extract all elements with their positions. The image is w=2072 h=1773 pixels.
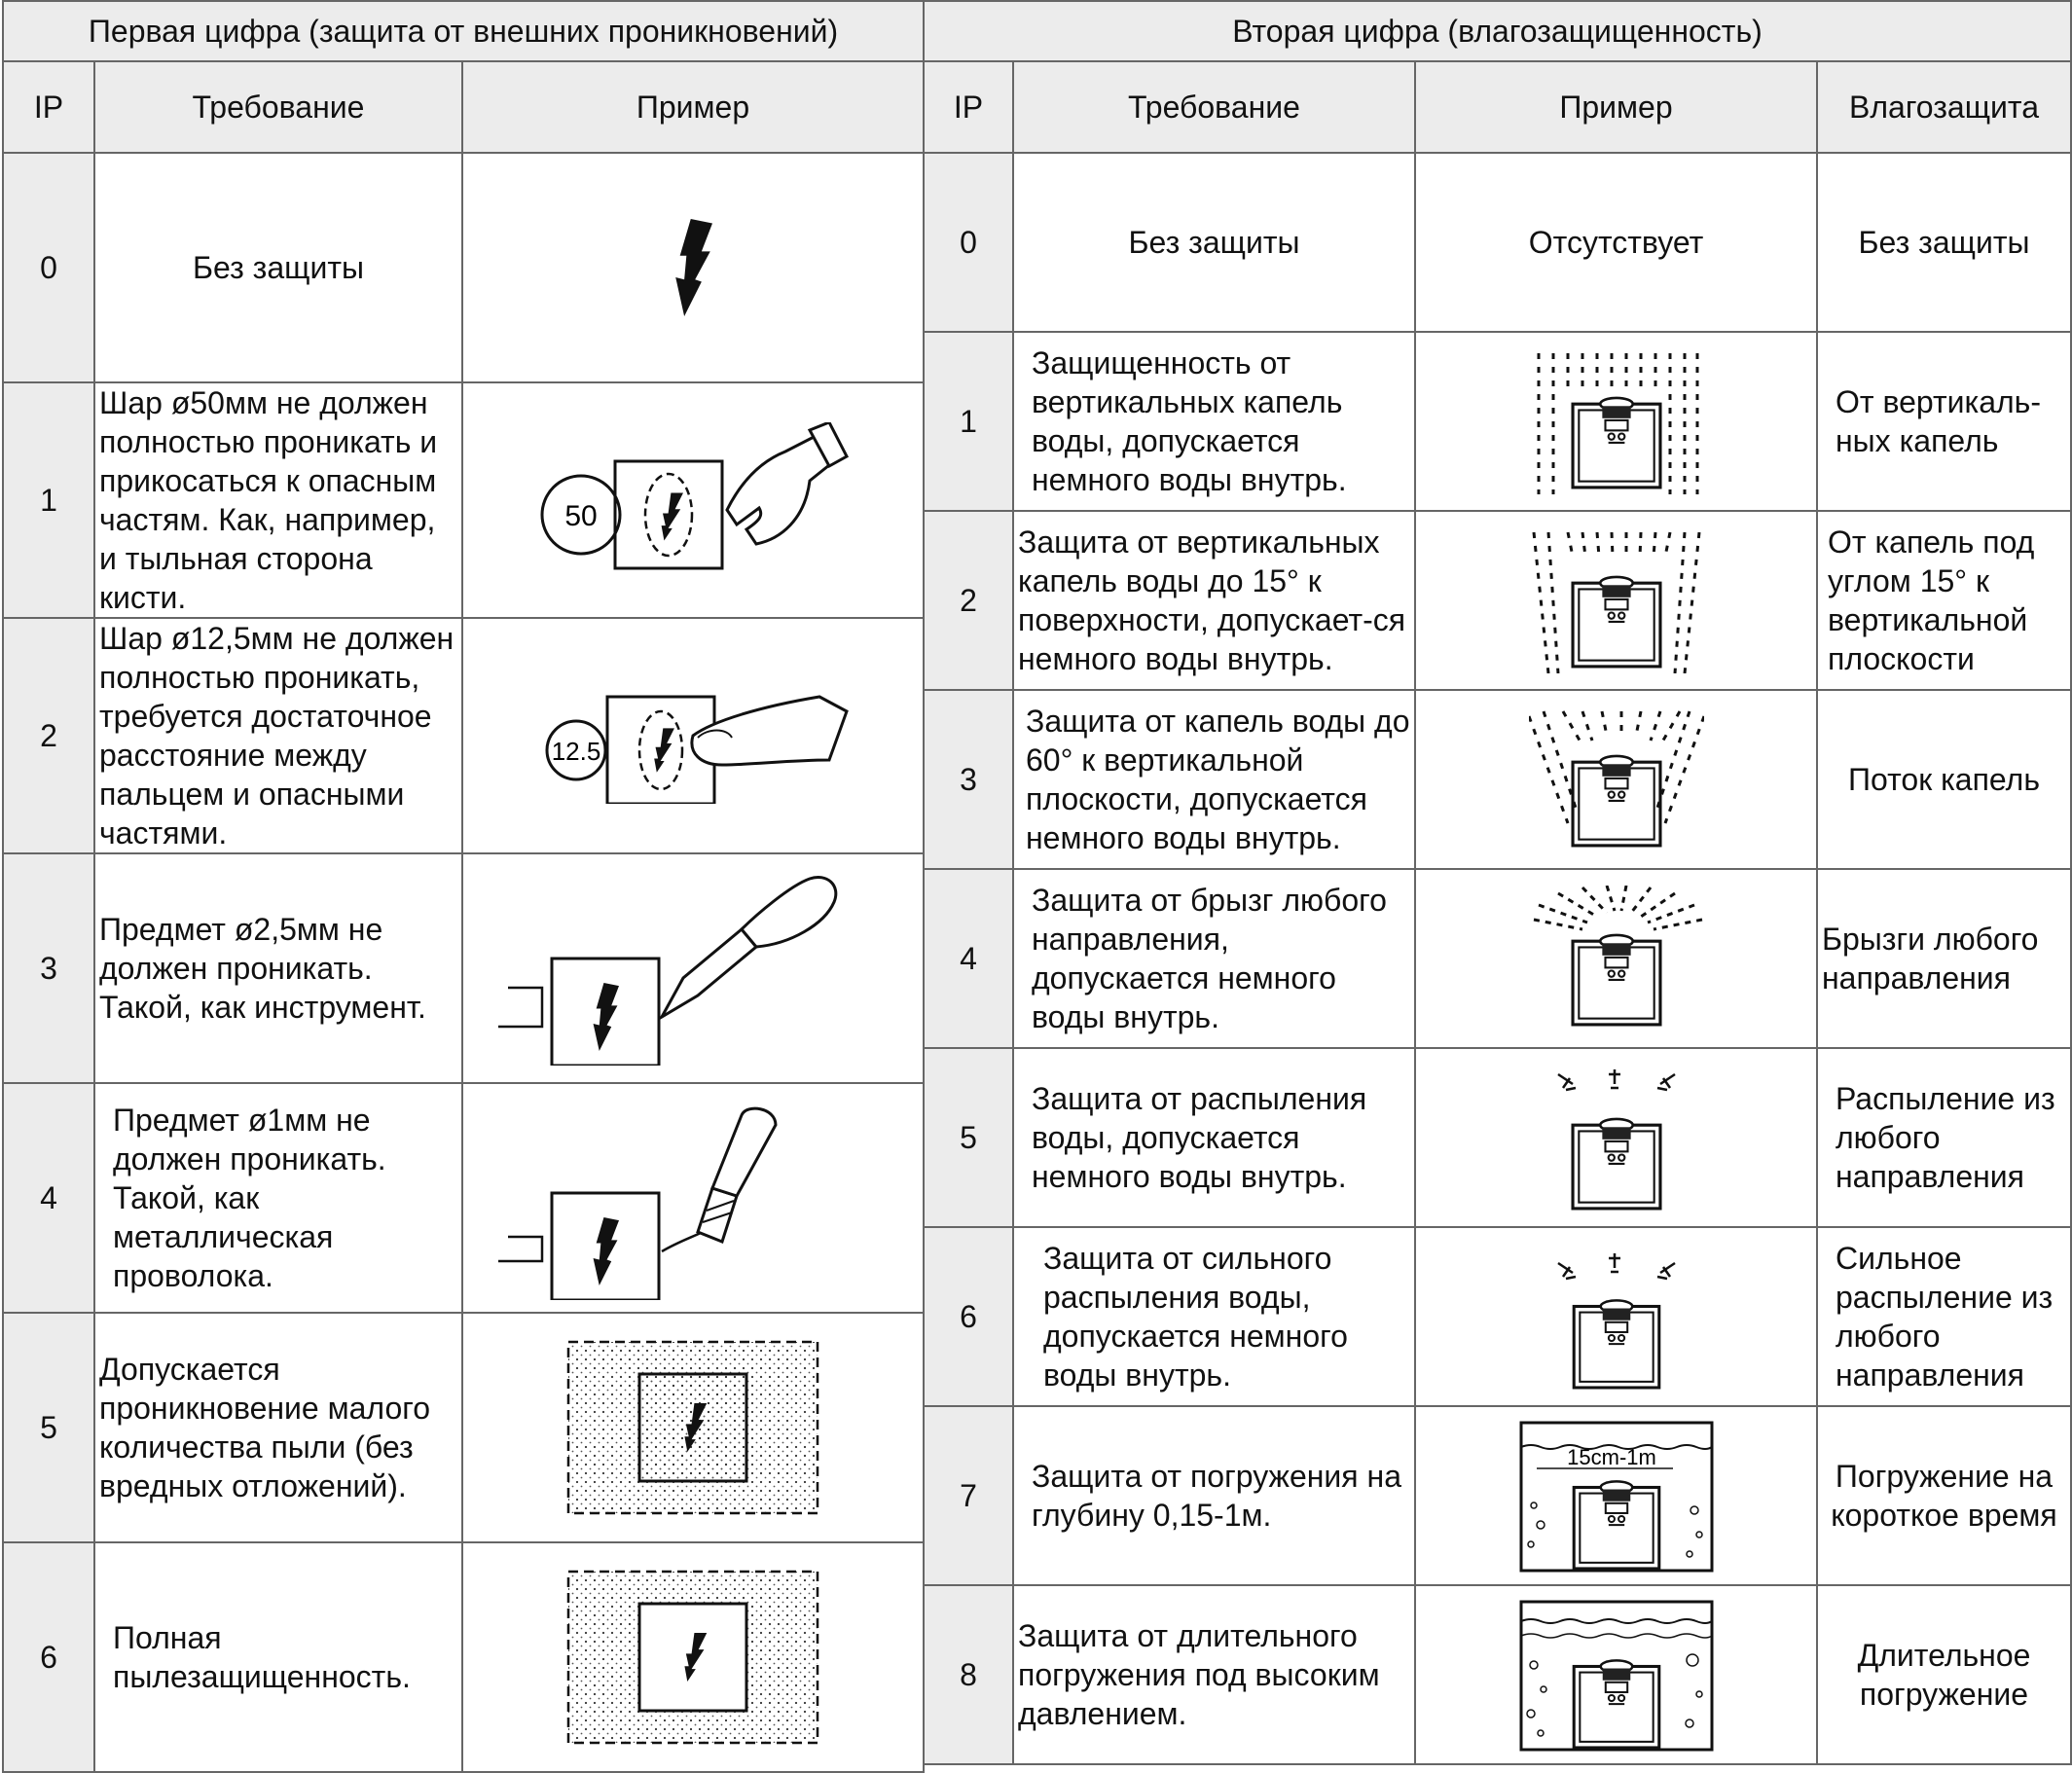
protection-text: Поток капель	[1817, 690, 2071, 869]
drops-15-icon	[1415, 511, 1817, 690]
ip-code: 0	[3, 153, 94, 382]
table-row	[3, 618, 924, 853]
vertical-drops-icon	[1415, 332, 1817, 511]
header-example: Пример	[462, 61, 924, 153]
requirement-text: Полная пылезащищенность.	[94, 1542, 462, 1772]
header-requirement: Требование	[1013, 61, 1415, 153]
ip-code: 1	[3, 382, 94, 618]
ip-code: 3	[924, 690, 1013, 869]
protection-text: Погружение на короткое время	[1817, 1406, 2071, 1585]
requirement-text: Защита от брызг любого направления, допускается немного воды внутрь.	[1013, 869, 1415, 1048]
requirement-text: Шар ø50мм не должен полностью проникать и прикосаться к опасным частям. Как, например, и тыльная сторона кисти.	[94, 382, 462, 618]
dust-full-icon	[462, 1542, 924, 1772]
table-row	[3, 1083, 924, 1313]
second-digit-table	[923, 0, 2072, 1765]
requirement-text: Шар ø12,5мм не должен полностью проникать, требуется достаточное расстояние между пальцем и опасными частями.	[94, 618, 462, 853]
jets-icon	[1415, 1048, 1817, 1227]
drops-60-icon	[1415, 690, 1817, 869]
table-row	[3, 153, 924, 382]
example-text: Отсутствует	[1415, 153, 1817, 332]
header-example: Пример	[1415, 61, 1817, 153]
requirement-text: Допускается проникновение малого количества пыли (без вредных отложений).	[94, 1313, 462, 1542]
ip-code: 1	[924, 332, 1013, 511]
strong-jets-icon	[1415, 1227, 1817, 1406]
ip-code: 5	[924, 1048, 1013, 1227]
table-row	[924, 690, 2071, 869]
lightning-arrow-icon	[462, 153, 924, 382]
header-ip: IP	[3, 61, 94, 153]
table-row	[924, 1227, 2071, 1406]
depth-label: 15cm-1m	[1566, 1445, 1656, 1469]
second-digit-group-title: Вторая цифра (влагозащищенность)	[924, 1, 2071, 61]
table-row	[3, 853, 924, 1083]
requirement-text: Защищенность от вертикальных капель воды, допускается немного воды внутрь.	[1013, 332, 1415, 511]
table-row	[3, 382, 924, 618]
ip-code: 4	[924, 869, 1013, 1048]
ip-code: 5	[3, 1313, 94, 1542]
header-ip: IP	[924, 61, 1013, 153]
requirement-text: Защита от длительного погружения под высоким давлением.	[1013, 1585, 1415, 1764]
protection-text: От капель под углом 15° к вертикальной плоскости	[1817, 511, 2071, 690]
requirement-text: Защита от вертикальных капель воды до 15° к поверхности, допускает-ся немного воды внутрь.	[1013, 511, 1415, 690]
finger-ball-12-icon	[462, 618, 924, 853]
table-row	[3, 1542, 924, 1772]
immersion-icon	[1415, 1406, 1817, 1585]
requirement-text: Без защиты	[1013, 153, 1415, 332]
protection-text: От вертикаль-ных капель	[1817, 332, 2071, 511]
ip-code: 6	[3, 1542, 94, 1772]
splash-icon	[1415, 869, 1817, 1048]
hand-ball-50-icon	[462, 382, 924, 618]
ip-code: 7	[924, 1406, 1013, 1585]
table-row	[924, 332, 2071, 511]
table-row	[924, 1048, 2071, 1227]
protection-text: Распыление из любого направления	[1817, 1048, 2071, 1227]
table-row	[924, 511, 2071, 690]
first-digit-table	[2, 0, 925, 1773]
protection-text: Длительное погружение	[1817, 1585, 2071, 1764]
first-digit-group-title: Первая цифра (защита от внешних проникновений)	[3, 1, 924, 61]
ip-code: 2	[3, 618, 94, 853]
header-requirement: Требование	[94, 61, 462, 153]
submersion-icon	[1415, 1585, 1817, 1764]
ip-code: 6	[924, 1227, 1013, 1406]
table-row	[924, 1406, 2071, 1585]
header-protection: Влагозащита	[1817, 61, 2071, 153]
wire-icon	[462, 1083, 924, 1313]
requirement-text: Предмет ø1мм не должен проникать. Такой, как металлическая проволока.	[94, 1083, 462, 1313]
requirement-text: Без защиты	[94, 153, 462, 382]
ip-code: 3	[3, 853, 94, 1083]
requirement-text: Защита от сильного распыления воды, допускается немного воды внутрь.	[1013, 1227, 1415, 1406]
screwdriver-icon	[462, 853, 924, 1083]
protection-text: Брызги любого направления	[1817, 869, 2071, 1048]
requirement-text: Защита от распыления воды, допускается немного воды внутрь.	[1013, 1048, 1415, 1227]
requirement-text: Предмет ø2,5мм не должен проникать. Такой, как инструмент.	[94, 853, 462, 1083]
requirement-text: Защита от погружения на глубину 0,15-1м.	[1013, 1406, 1415, 1585]
ip-code: 0	[924, 153, 1013, 332]
dust-partial-icon	[462, 1313, 924, 1542]
ball-12-label: 12.5	[551, 737, 601, 766]
table-row	[924, 869, 2071, 1048]
table-row	[924, 1585, 2071, 1764]
protection-text: Без защиты	[1817, 153, 2071, 332]
table-row	[3, 1313, 924, 1542]
ip-code: 8	[924, 1585, 1013, 1764]
ip-code: 4	[3, 1083, 94, 1313]
table-row	[924, 153, 2071, 332]
ip-code: 2	[924, 511, 1013, 690]
protection-text: Сильное распыление из любого направления	[1817, 1227, 2071, 1406]
ball-50-label: 50	[564, 500, 598, 532]
requirement-text: Защита от капель воды до 60° к вертикальной плоскости, допускается немного воды внутрь.	[1013, 690, 1415, 869]
